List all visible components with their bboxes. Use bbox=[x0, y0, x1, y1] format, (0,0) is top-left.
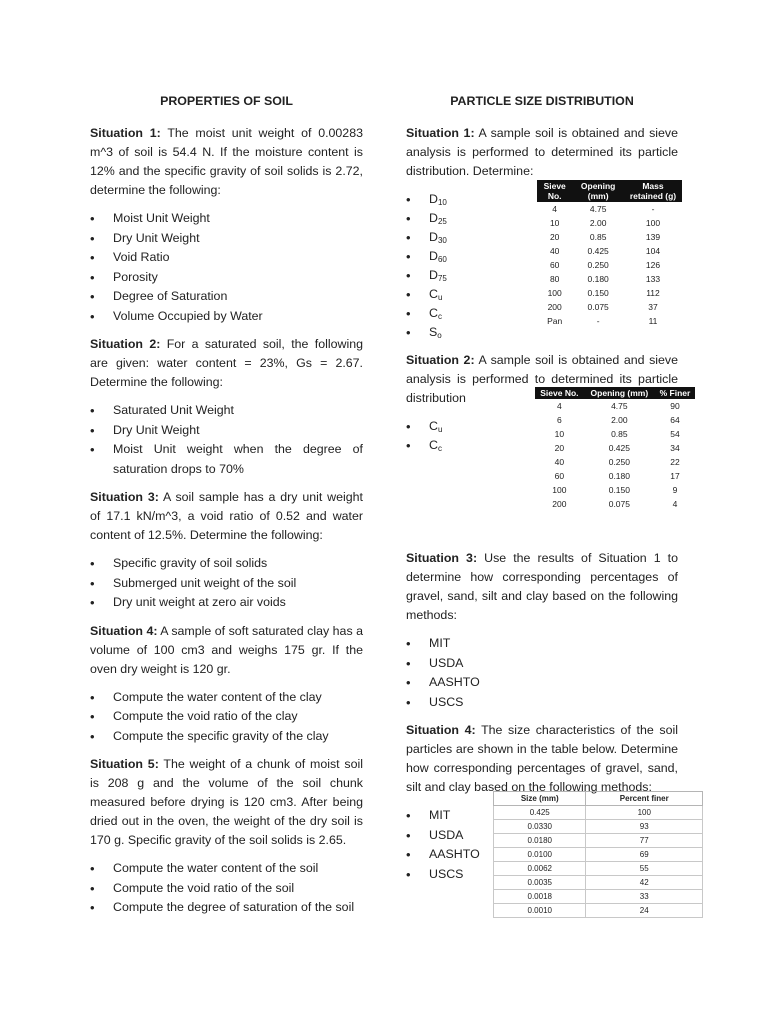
table-cell: 139 bbox=[645, 232, 661, 242]
left-column bbox=[90, 93, 363, 927]
table-row bbox=[537, 244, 682, 258]
table-cell: 0.0010 bbox=[494, 904, 586, 918]
sieve-table-2 bbox=[535, 387, 695, 511]
list-item: • Submerged unit weight of the soil bbox=[90, 574, 363, 594]
table-cell: 20 bbox=[549, 232, 560, 242]
list-item: • Void Ratio bbox=[90, 248, 363, 268]
table-row bbox=[537, 286, 682, 300]
table-cell: 33 bbox=[586, 890, 703, 904]
table-cell: 0.150 bbox=[587, 288, 609, 298]
table-cell: 55 bbox=[586, 862, 703, 876]
table-cell: 60 bbox=[554, 471, 565, 481]
table-row bbox=[494, 848, 703, 862]
right-title: PARTICLE SIZE DISTRIBUTION bbox=[450, 94, 634, 108]
table-cell: 0.250 bbox=[608, 457, 630, 467]
list-item: • $C_c$ bbox=[406, 436, 678, 455]
table-row bbox=[537, 300, 682, 314]
table-row bbox=[537, 272, 682, 286]
table-cell: 42 bbox=[586, 876, 703, 890]
list-item: • AASHTO bbox=[406, 845, 678, 865]
table-cell: 104 bbox=[645, 246, 661, 256]
table-row bbox=[537, 202, 682, 216]
list-item: • Compute the degree of saturation of the soil bbox=[90, 898, 363, 918]
table-cell: 0.0100 bbox=[494, 848, 586, 862]
list-item: • Dry Unit Weight bbox=[90, 421, 363, 441]
table-cell: 200 bbox=[552, 499, 567, 509]
table-cell: 2.00 bbox=[589, 218, 607, 228]
left-situation-4-list bbox=[90, 688, 363, 747]
table-cell: 77 bbox=[586, 834, 703, 848]
table-cell: 10 bbox=[549, 218, 560, 228]
table-row bbox=[535, 427, 695, 441]
table-cell: 60 bbox=[549, 260, 560, 270]
table-header-cell: Size (mm) bbox=[494, 792, 586, 806]
list-item: • $D_{25}$ bbox=[406, 209, 678, 228]
table-row bbox=[535, 413, 695, 427]
right-situation-4-block bbox=[406, 794, 678, 915]
right-situation-1: Situation 1: A sample soil is obtained and sieve analysis is performed to determined its particle distribution. Determine: bbox=[406, 126, 678, 178]
table-cell: 0.150 bbox=[608, 485, 630, 495]
table-cell: 100 bbox=[552, 485, 567, 495]
table-row bbox=[494, 904, 703, 918]
table-cell: 4.75 bbox=[611, 401, 628, 411]
table-cell: 4.75 bbox=[589, 204, 607, 214]
table-cell: 0.0062 bbox=[494, 862, 586, 876]
list-item: • MIT bbox=[406, 806, 678, 826]
table-row bbox=[494, 806, 703, 820]
right-situation-2: Situation 2: A sample soil is obtained and sieve analysis is performed to determined its particle distribution bbox=[406, 353, 678, 405]
list-item: • $C_u$ bbox=[406, 285, 678, 304]
table-cell: 112 bbox=[646, 288, 660, 298]
table-cell: 0.425 bbox=[587, 246, 609, 256]
table-cell: 0.0180 bbox=[494, 834, 586, 848]
table-cell: 0.425 bbox=[494, 806, 586, 820]
table-cell: 24 bbox=[586, 904, 703, 918]
table-row bbox=[494, 876, 703, 890]
right-situation-3-list bbox=[406, 634, 678, 712]
table-cell: 69 bbox=[586, 848, 703, 862]
table-header-cell: Percent finer bbox=[586, 792, 703, 806]
left-situation-1: Situation 1: The moist unit weight of 0.00283 m^3 of soil is 54.4 N. If the moisture content is 12% and the specific gravity of soil solids is 2.72, determine the following: bbox=[90, 126, 363, 197]
table-cell: 9 bbox=[672, 485, 678, 495]
table-cell: 4 bbox=[672, 499, 678, 509]
table-row bbox=[537, 314, 682, 328]
table-cell: 0.250 bbox=[587, 260, 609, 270]
table-cell: 11 bbox=[648, 316, 658, 326]
table-cell: 40 bbox=[549, 246, 560, 256]
table-cell: 100 bbox=[547, 288, 562, 298]
list-item: • $C_c$ bbox=[406, 304, 678, 323]
table-cell: 54 bbox=[670, 429, 680, 439]
table-cell: 0.0018 bbox=[494, 890, 586, 904]
table-row bbox=[537, 216, 682, 230]
list-item: • Specific gravity of soil solids bbox=[90, 554, 363, 574]
list-item: • $D_{60}$ bbox=[406, 247, 678, 266]
left-situation-3-list bbox=[90, 554, 363, 613]
table-header-cell: % Finer bbox=[655, 387, 695, 399]
left-situation-2-list bbox=[90, 401, 363, 479]
table-cell: 2.00 bbox=[611, 415, 628, 425]
table-cell: 0.0035 bbox=[494, 876, 586, 890]
table-header-row bbox=[537, 180, 682, 202]
table-cell: 0.0330 bbox=[494, 820, 586, 834]
list-item: • Compute the void ratio of the clay bbox=[90, 707, 363, 727]
table-cell: 0.180 bbox=[587, 274, 609, 284]
table-row bbox=[494, 820, 703, 834]
list-item: • $D_{75}$ bbox=[406, 266, 678, 285]
list-item: • Compute the water content of the soil bbox=[90, 859, 363, 879]
table-cell: 4 bbox=[557, 401, 562, 411]
left-situation-5: Situation 5: The weight of a chunk of moist soil is 208 g and the volume of the soil chunk measured before drying is 120 cm3. After being dried out in the oven, the weight of the dry soil is 170 g. Specific gravity of the soil solids is 2.65. bbox=[90, 757, 363, 847]
table-row bbox=[494, 890, 703, 904]
table-header-cell: Sieve No. bbox=[535, 387, 584, 399]
left-situation-3: Situation 3: A soil sample has a dry unit weight of 17.1 kN/m^3, a void ratio of 0.52 and water content of 12.5%. Determine the following: bbox=[90, 490, 363, 542]
table-header-row bbox=[494, 792, 703, 806]
table-header-cell: Mass retained (g) bbox=[624, 180, 682, 202]
table-cell: 0.075 bbox=[587, 302, 609, 312]
right-situation-2-block bbox=[406, 388, 691, 549]
table-cell: 0.85 bbox=[589, 232, 607, 242]
table-cell: 17 bbox=[670, 471, 680, 481]
list-item: • Compute the void ratio of the soil bbox=[90, 879, 363, 899]
table-cell: 0.075 bbox=[608, 499, 630, 509]
right-situation-3: Situation 3: Use the results of Situation 1 to determine how corresponding percentages of gravel, sand, silt and clay based on the following methods: bbox=[406, 551, 678, 622]
table-header-cell: Sieve No. bbox=[537, 180, 572, 202]
table-cell: 100 bbox=[645, 218, 661, 228]
table-row bbox=[494, 834, 703, 848]
table-row bbox=[537, 230, 682, 244]
left-situation-5-list bbox=[90, 859, 363, 918]
list-item: • AASHTO bbox=[406, 673, 678, 693]
table-cell: 20 bbox=[554, 443, 565, 453]
right-column bbox=[406, 93, 691, 915]
list-item: • USCS bbox=[406, 693, 678, 713]
sieve-table-1 bbox=[537, 180, 682, 328]
list-item: • Saturated Unit Weight bbox=[90, 401, 363, 421]
left-situation-1-list bbox=[90, 209, 363, 326]
table-cell: 10 bbox=[554, 429, 565, 439]
list-item: • Compute the specific gravity of the clay bbox=[90, 727, 363, 747]
list-item: • $S_o$ bbox=[406, 323, 678, 342]
table-cell: - bbox=[596, 316, 600, 326]
table-cell: 100 bbox=[586, 806, 703, 820]
list-item: • Dry unit weight at zero air voids bbox=[90, 593, 363, 613]
list-item: • $D_{10}$ bbox=[406, 190, 678, 209]
table-row bbox=[535, 399, 695, 413]
right-situation-4: Situation 4: The size characteristics of the soil particles are shown in the table below. Determine how corresponding percentages of gravel, sand, silt and clay based on the following methods: bbox=[406, 723, 678, 794]
table-row bbox=[494, 862, 703, 876]
list-item: • USDA bbox=[406, 826, 678, 846]
list-item: • $C_u$ bbox=[406, 417, 678, 436]
list-item: • Dry Unit Weight bbox=[90, 229, 363, 249]
table-row bbox=[535, 469, 695, 483]
list-item: • Porosity bbox=[90, 268, 363, 288]
left-situation-2: Situation 2: For a saturated soil, the following are given: water content = 23%, Gs = 2.67. Determine the following: bbox=[90, 337, 363, 389]
list-item: • Degree of Saturation bbox=[90, 287, 363, 307]
size-table bbox=[493, 791, 703, 918]
table-cell: 133 bbox=[645, 274, 661, 284]
table-cell: 200 bbox=[547, 302, 562, 312]
table-row bbox=[535, 497, 695, 511]
table-cell: 0.85 bbox=[611, 429, 628, 439]
table-row bbox=[535, 483, 695, 497]
list-item: • Moist Unit weight when the degree of saturation drops to 70% bbox=[90, 440, 363, 479]
list-item: • Volume Occupied by Water bbox=[90, 307, 363, 327]
list-item: • USCS bbox=[406, 865, 678, 885]
list-item: • USDA bbox=[406, 654, 678, 674]
table-cell: - bbox=[651, 204, 655, 214]
table-cell: 0.180 bbox=[608, 471, 630, 481]
table-cell: 126 bbox=[645, 260, 661, 270]
table-row bbox=[535, 441, 695, 455]
list-item: • Compute the water content of the clay bbox=[90, 688, 363, 708]
table-cell: 22 bbox=[670, 457, 680, 467]
table-cell: 64 bbox=[670, 415, 680, 425]
table-header-cell: Opening (mm) bbox=[572, 180, 624, 202]
table-cell: 6 bbox=[557, 415, 562, 425]
table-cell: 40 bbox=[554, 457, 565, 467]
list-item: • $D_{30}$ bbox=[406, 228, 678, 247]
table-row bbox=[537, 258, 682, 272]
table-cell: 34 bbox=[670, 443, 680, 453]
table-cell: Pan bbox=[547, 316, 563, 326]
table-cell: 93 bbox=[586, 820, 703, 834]
list-item: • Moist Unit Weight bbox=[90, 209, 363, 229]
right-situation-1-block bbox=[406, 181, 678, 342]
table-header-cell: Opening (mm) bbox=[584, 387, 655, 399]
table-cell: 37 bbox=[648, 302, 658, 312]
left-situation-4: Situation 4: A sample of soft saturated clay has a volume of 100 cm3 and weighs 175 gr. If the oven dry weight is 120 gr. bbox=[90, 623, 363, 676]
table-cell: 80 bbox=[549, 274, 560, 284]
table-cell: 0.425 bbox=[608, 443, 630, 453]
list-item: • MIT bbox=[406, 634, 678, 654]
left-title: PROPERTIES OF SOIL bbox=[160, 94, 293, 108]
table-cell: 90 bbox=[670, 401, 680, 411]
table-row bbox=[535, 455, 695, 469]
table-cell: 4 bbox=[552, 204, 558, 214]
table-header-row bbox=[535, 387, 695, 399]
